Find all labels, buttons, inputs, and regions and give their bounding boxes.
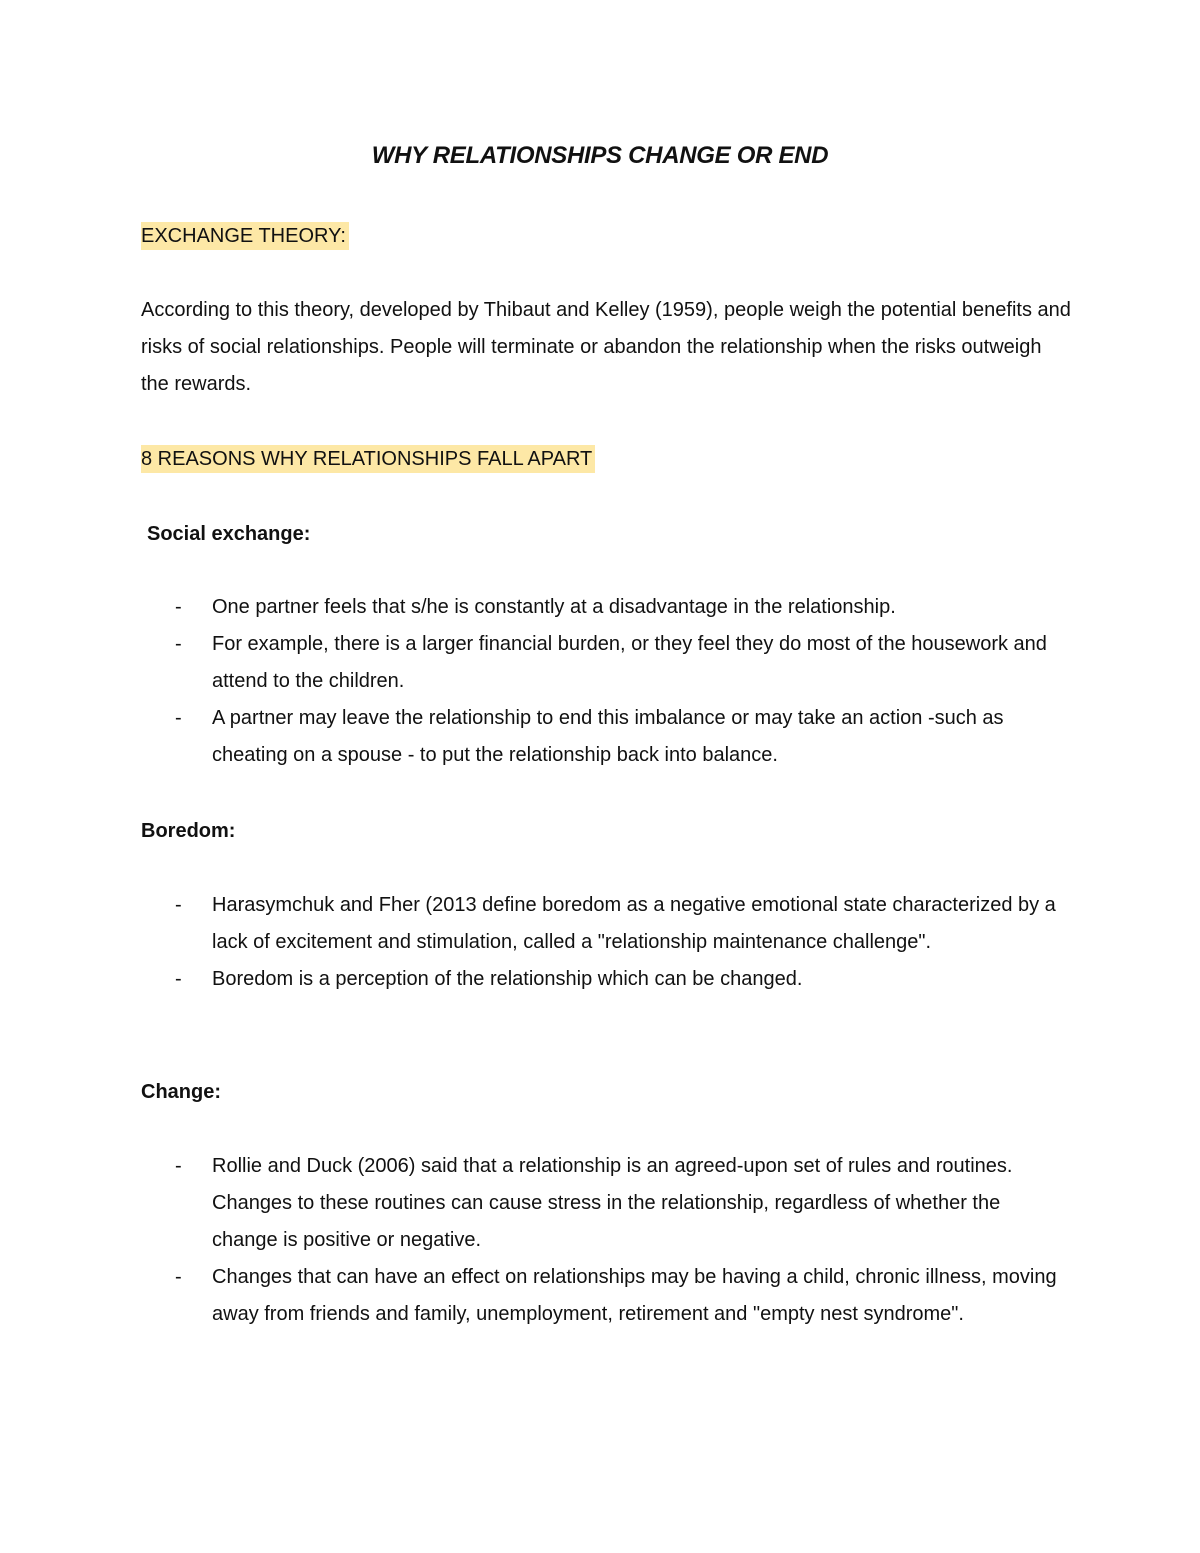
boredom-list: [141, 887, 1071, 998]
reasons-heading: 8 REASONS WHY RELATIONSHIPS FALL APART: [141, 445, 595, 473]
list-item: [141, 887, 1071, 961]
list-item-text: A partner may leave the relationship to end this imbalance or may take an action -such as cheating on a spouse - to put the relationship back into balance.: [212, 707, 1004, 766]
bullet-dash: -: [175, 633, 182, 655]
list-item: [141, 1148, 1071, 1259]
list-item: [141, 589, 1071, 626]
list-item: [141, 700, 1071, 774]
bullet-dash: -: [175, 894, 182, 916]
exchange-theory-paragraph: According to this theory, developed by Thibaut and Kelley (1959), people weigh the potential benefits and risks of social relationships. People will terminate or abandon the relationship when the risks outweigh the rewards.: [141, 299, 1071, 395]
list-item-text: Rollie and Duck (2006) said that a relationship is an agreed-upon set of rules and routines. Changes to these routines can cause stress in the relationship, regardless of whether the change is positive or negative.: [212, 1155, 1013, 1251]
bullet-dash: -: [175, 596, 182, 618]
list-item: [141, 1259, 1071, 1333]
bullet-dash: -: [175, 968, 182, 990]
exchange-theory-heading: EXCHANGE THEORY:: [141, 222, 349, 250]
list-item-text: Changes that can have an effect on relationships may be having a child, chronic illness, moving away from friends and family, unemployment, retirement and "empty nest syndrome".: [212, 1266, 1057, 1325]
document-title: WHY RELATIONSHIPS CHANGE OR END: [371, 142, 829, 169]
list-item-text: One partner feels that s/he is constantly at a disadvantage in the relationship.: [212, 596, 896, 618]
bullet-dash: -: [175, 707, 182, 729]
list-item-text: Boredom is a perception of the relationship which can be changed.: [212, 968, 803, 990]
list-item-text: For example, there is a larger financial burden, or they feel they do most of the housework and attend to the children.: [212, 633, 1047, 692]
bullet-dash: -: [175, 1155, 182, 1177]
list-item-text: Harasymchuk and Fher (2013 define boredom as a negative emotional state characterized by a lack of excitement and stimulation, called a "relationship maintenance challenge".: [212, 894, 1056, 953]
section-heading-social-exchange: Social exchange:: [147, 523, 311, 545]
list-item: [141, 961, 1071, 998]
bullet-dash: -: [175, 1266, 182, 1288]
list-item: [141, 626, 1071, 700]
social-exchange-list: [141, 589, 1071, 774]
section-heading-change: Change:: [141, 1081, 221, 1103]
section-heading-boredom: Boredom:: [141, 820, 236, 842]
change-list: [141, 1148, 1071, 1333]
